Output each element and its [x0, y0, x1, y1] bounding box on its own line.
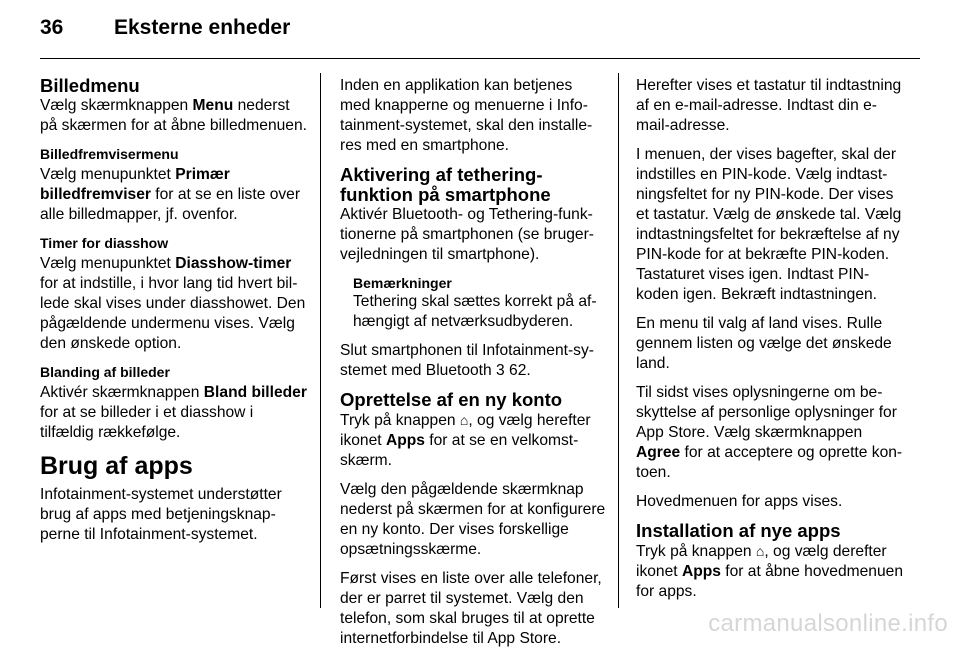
column-divider-1 [320, 73, 321, 608]
header-rule [40, 58, 920, 59]
column-1 [40, 76, 308, 554]
page-reference-arrow-icon: 3 [496, 362, 505, 379]
watermark: carmanualsonline.info [708, 610, 948, 637]
paragraph: Vælg skærmknappen Menu nederst på skærmen for at åbne billedmenuen. [40, 97, 307, 134]
heading-billedfremvisermenu: Billedfremvisermenu [40, 146, 179, 162]
column-2 [340, 76, 606, 658]
paragraph: I menuen, der vises bagefter, skal der indstilles en PIN-kode. Vælg indtastningsfeltet for ny PIN-kode. Der vises et tastatur. Vælg de ønskede tal. Vælg indtastningsfeltet for bekræftelse af ny PIN-kode for at bekræfte PIN-koden. Tastaturet vises igen. Indtast PIN-koden igen. Bekræft indtastningen. [636, 146, 902, 303]
paragraph: Slut smartphonen til Infotainment-systemet med Bluetooth 3 62. [340, 342, 594, 379]
page-number: 36 [40, 16, 64, 39]
column-divider-2 [618, 73, 619, 608]
note-heading: Bemærkninger [353, 275, 452, 291]
paragraph: Tryk på knappen ⌂, og vælg derefter ikonet Apps for at åbne hovedmenuen for apps. [636, 543, 903, 600]
note-box [353, 274, 606, 332]
paragraph: Vælg menupunktet Primær billedfremviser for at se en liste over alle billedmapper, jf. ovenfor. [40, 166, 301, 223]
paragraph: Aktivér Bluetooth- og Tethering-funktionerne på smartphonen (se brugervejledningen til smartphone). [340, 206, 594, 263]
paragraph: Vælg den pågældende skærmknap nederst på skærmen for at konfigurere en ny konto. Der vises forskellige opsætningsskærme. [340, 481, 606, 558]
heading-tethering: Aktivering af tethering-funktion på smartphone [340, 164, 551, 205]
paragraph: Herefter vises et tastatur til indtastning af en e-mail-adresse. Indtast din e-mail-adresse. [636, 77, 902, 134]
page-header [40, 16, 290, 50]
heading-brug-af-apps: Brug af apps [40, 452, 193, 480]
heading-installation: Installation af nye apps [636, 520, 841, 541]
note-text: Tethering skal sættes korrekt på afhængigt af netværksudbyderen. [353, 293, 597, 330]
heading-timer: Timer for diasshow [40, 235, 169, 251]
heading-blanding: Blanding af billeder [40, 364, 170, 380]
paragraph: Først vises en liste over alle telefoner, der er parret til systemet. Vælg den telefon, som skal bruges til at oprette internetforbindelse til App Store. [340, 570, 602, 647]
paragraph: Aktivér skærmknappen Bland billeder for at se billeder i et diasshow i tilfældig rækkefølge. [40, 384, 307, 441]
paragraph: Tryk på knappen ⌂, og vælg herefter ikonet Apps for at se en velkomstskærm. [340, 412, 591, 469]
home-icon: ⌂ [459, 412, 469, 428]
home-icon: ⌂ [755, 543, 765, 559]
paragraph: Inden en applikation kan betjenes med knapperne og menuerne i Infotainment-systemet, skal den installeres med en smartphone. [340, 77, 593, 154]
column-3 [636, 76, 904, 611]
paragraph: Til sidst vises oplysningerne om beskyttelse af personlige oplysninger for App Store. Vælg skærmknappen Agree for at acceptere og oprette kontoen. [636, 384, 903, 481]
paragraph: En menu til valg af land vises. Rulle gennem listen og vælge det ønskede land. [636, 315, 892, 372]
paragraph: Infotainment-systemet understøtter brug af apps med betjeningsknapperne til Infotainment-systemet. [40, 486, 282, 543]
page-title: Eksterne enheder [114, 16, 291, 39]
heading-billedmenu: Billedmenu [40, 75, 140, 96]
heading-ny-konto: Oprettelse af en ny konto [340, 389, 563, 410]
paragraph: Hovedmenuen for apps vises. [636, 493, 843, 510]
paragraph: Vælg menupunktet Diasshow-timer for at indstille, i hvor lang tid hvert billede skal vises under diasshowet. Den pågældende undermenu vises. Vælg den ønskede option. [40, 255, 306, 352]
